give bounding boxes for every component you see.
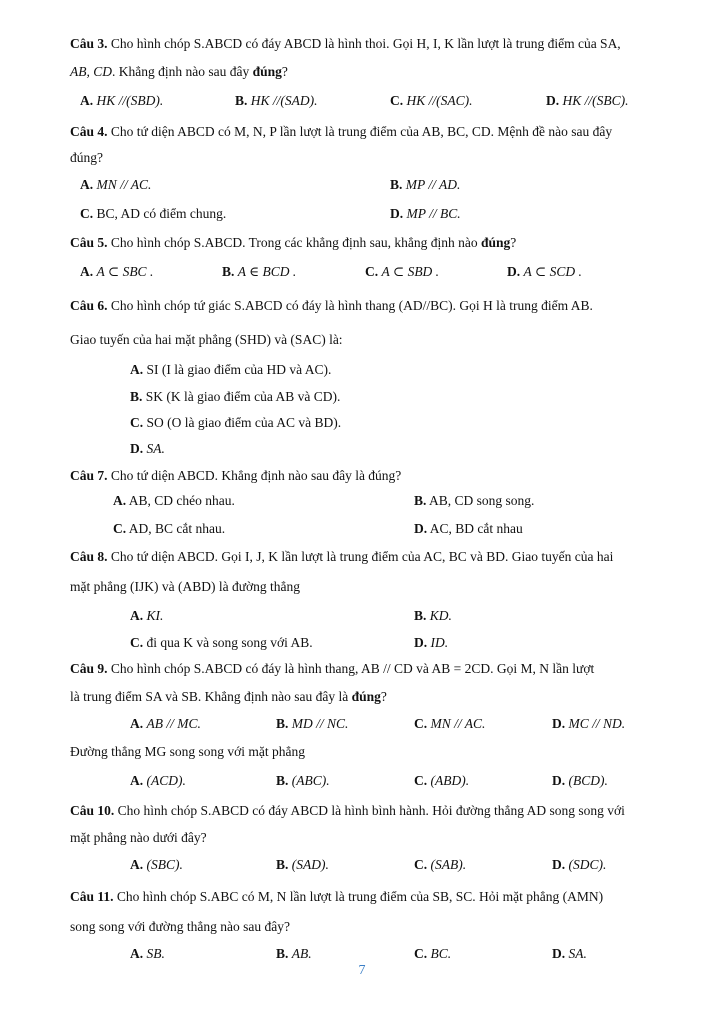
q10-text-1: Cho hình chóp S.ABCD có đáy ABCD là hình bình hành. Hỏi đường thẳng AD song song với: [114, 803, 625, 818]
q7-option-c-text: AD, BC cắt nhau.: [128, 521, 226, 536]
q5-option-b: [222, 263, 296, 281]
q5-option-d-label: D.: [507, 264, 521, 279]
q8-text-1: Cho tứ diện ABCD. Gọi I, J, K lần lượt là trung điểm của AC, BC và BD. Giao tuyến của hai: [107, 549, 614, 564]
q8-label: Câu 8.: [70, 549, 108, 564]
q9-extra-option-a-label: A.: [130, 773, 144, 788]
q5-option-d: [507, 263, 582, 281]
q11-option-d: [552, 945, 587, 963]
q9-option-b-text: MD // NC.: [291, 716, 349, 731]
q10-option-b-text: (SAD).: [291, 857, 329, 872]
q3-option-b: [235, 92, 318, 110]
q11-option-b: [276, 945, 312, 963]
q6-text-1: Cho hình chóp tứ giác S.ABCD có đáy là hình thang (AD//BC). Gọi H là trung điểm AB.: [107, 298, 593, 313]
q9-extra-option-a-text: (ACD).: [146, 773, 186, 788]
q9-label: Câu 9.: [70, 661, 108, 676]
q10-option-a-text: (SBC).: [146, 857, 183, 872]
q5-text-pre: Cho hình chóp S.ABCD. Trong các khẳng định sau, khẳng định nào: [107, 235, 482, 250]
q10-option-c: [414, 856, 466, 874]
q7-option-a-text: AB, CD chéo nhau.: [128, 493, 235, 508]
q9-extra-option-c-text: (ABD).: [430, 773, 470, 788]
q3-text-2-end: ?: [281, 64, 288, 79]
q3-label: Câu 3.: [70, 36, 108, 51]
q3-text-2-bold: đúng: [252, 64, 282, 79]
q8-option-c-label: C.: [130, 635, 144, 650]
q8-option-a-label: A.: [130, 608, 144, 623]
q6-text-2: Giao tuyến của hai mặt phẳng (SHD) và (SAC) là:: [70, 332, 343, 347]
q9-extra-text: Đường thẳng MG song song với mặt phẳng: [70, 744, 305, 759]
q6-option-b-label: B.: [130, 389, 143, 404]
q10-line-2: [70, 829, 207, 847]
q4-option-c: [80, 205, 226, 223]
q10-option-b-label: B.: [276, 857, 289, 872]
q9-text-1: Cho hình chóp S.ABCD có đáy là hình thang, AB // CD và AB = 2CD. Gọi M, N lần lượt: [107, 661, 595, 676]
q7-option-a-label: A.: [113, 493, 127, 508]
q3-option-d: [546, 92, 629, 110]
q3-text-2-mid: . Khẳng định nào sau đây: [112, 64, 253, 79]
q10-option-a: [130, 856, 183, 874]
q9-option-a-text: AB // MC.: [146, 716, 201, 731]
q11-option-c: [414, 945, 451, 963]
q9-option-c-label: C.: [414, 716, 428, 731]
q7-option-d-text: AC, BD cắt nhau: [429, 521, 523, 536]
q3-text-2-pre: AB, CD: [70, 64, 112, 79]
q3-option-c-label: C.: [390, 93, 404, 108]
q8-option-b-text: KD.: [429, 608, 452, 623]
q11-line-1: [70, 888, 603, 906]
q3-option-d-label: D.: [546, 93, 560, 108]
q10-option-d-text: (SDC).: [568, 857, 607, 872]
q6-option-a-label: A.: [130, 362, 144, 377]
q4-option-b: [390, 176, 460, 194]
q11-option-b-text: AB.: [291, 946, 312, 961]
q5-text-bold: đúng: [481, 235, 511, 250]
q9-option-c: [414, 715, 485, 733]
q5-text-end: ?: [510, 235, 517, 250]
q9-option-c-text: MN // AC.: [430, 716, 486, 731]
q9-extra-option-c: [414, 772, 469, 790]
q8-line-1: [70, 548, 613, 566]
q3-option-a-label: A.: [80, 93, 94, 108]
q4-option-d-text: MP // BC.: [406, 206, 461, 221]
q5-option-a: [80, 263, 153, 281]
q6-option-d-text: SA.: [146, 441, 165, 456]
q4-text-2: đúng?: [70, 150, 103, 165]
q5-line-1: [70, 234, 516, 252]
q7-option-a: [113, 492, 235, 510]
q6-option-d: [130, 440, 165, 458]
q6-option-a-text: SI (I là giao điểm của HD và AC).: [146, 362, 332, 377]
q9-extra-option-a: [130, 772, 186, 790]
q4-option-a-label: A.: [80, 177, 94, 192]
q9-option-a: [130, 715, 201, 733]
q11-label: Câu 11.: [70, 889, 114, 904]
q11-option-d-text: SA.: [568, 946, 587, 961]
q8-option-d: [414, 634, 448, 652]
q8-option-c: [130, 634, 313, 652]
q4-line-2: [70, 149, 103, 167]
q7-label: Câu 7.: [70, 468, 108, 483]
q11-text-2: song song với đường thẳng nào sau đây?: [70, 919, 290, 934]
q10-option-b: [276, 856, 329, 874]
q10-option-c-label: C.: [414, 857, 428, 872]
q6-option-b: [130, 388, 340, 406]
q9-option-b: [276, 715, 348, 733]
q4-text-1: Cho tứ diện ABCD có M, N, P lần lượt là trung điểm của AB, BC, CD. Mệnh đề nào sau đây: [107, 124, 613, 139]
q7-option-c-label: C.: [113, 521, 127, 536]
q9-extra-option-d-text: (BCD).: [568, 773, 608, 788]
q4-option-b-text: MP // AD.: [405, 177, 461, 192]
q11-text-1: Cho hình chóp S.ABC có M, N lần lượt là trung điểm của SB, SC. Hỏi mặt phẳng (AMN): [113, 889, 604, 904]
q8-option-d-label: D.: [414, 635, 428, 650]
q4-option-a-text: MN // AC.: [96, 177, 152, 192]
q8-option-a: [130, 607, 163, 625]
q7-option-c: [113, 520, 225, 538]
q9-extra-option-c-label: C.: [414, 773, 428, 788]
q9-option-d-label: D.: [552, 716, 566, 731]
q3-option-a-text: HK //(SBD).: [96, 93, 164, 108]
q6-option-c-text: SO (O là giao điểm của AC và BD).: [146, 415, 342, 430]
q10-option-a-label: A.: [130, 857, 144, 872]
q9-option-b-label: B.: [276, 716, 289, 731]
q3-option-d-text: HK //(SBC).: [562, 93, 629, 108]
q9-text-2-bold: đúng: [351, 689, 381, 704]
q3-option-c: [390, 92, 473, 110]
q4-option-c-label: C.: [80, 206, 94, 221]
q9-line-1: [70, 660, 594, 678]
q4-label: Câu 4.: [70, 124, 108, 139]
q7-option-d-label: D.: [414, 521, 428, 536]
q9-extra-option-b-label: B.: [276, 773, 289, 788]
q9-text-2-end: ?: [380, 689, 387, 704]
q3-line-1: [70, 35, 621, 53]
q11-option-a-label: A.: [130, 946, 144, 961]
q9-option-a-label: A.: [130, 716, 144, 731]
q5-option-b-label: B.: [222, 264, 235, 279]
q7-option-b-label: B.: [414, 493, 427, 508]
q9-option-d-text: MC // ND.: [568, 716, 626, 731]
q5-option-a-text: A ⊂ SBC .: [96, 264, 154, 279]
q4-line-1: [70, 123, 612, 141]
q9-option-d: [552, 715, 625, 733]
q3-option-c-text: HK //(SAC).: [406, 93, 473, 108]
q11-option-a: [130, 945, 165, 963]
q11-option-c-label: C.: [414, 946, 428, 961]
q5-option-d-text: A ⊂ SCD .: [523, 264, 582, 279]
q9-text-2-pre: là trung điểm SA và SB. Khẳng định nào sau đây là: [70, 689, 352, 704]
q5-option-a-label: A.: [80, 264, 94, 279]
q5-label: Câu 5.: [70, 235, 108, 250]
q3-option-a: [80, 92, 163, 110]
q6-option-d-label: D.: [130, 441, 144, 456]
q6-option-b-text: SK (K là giao điểm của AB và CD).: [145, 389, 341, 404]
q3-option-b-label: B.: [235, 93, 248, 108]
q6-option-c-label: C.: [130, 415, 144, 430]
q3-line-2: [70, 63, 288, 81]
q10-option-c-text: (SAB).: [430, 857, 467, 872]
q6-option-c: [130, 414, 341, 432]
q8-option-c-text: đi qua K và song song với AB.: [146, 635, 313, 650]
q9-extra-option-b-text: (ABC).: [291, 773, 330, 788]
q7-line-1: [70, 467, 401, 485]
q5-option-c-text: A ⊂ SBD .: [381, 264, 440, 279]
q10-option-d: [552, 856, 606, 874]
q5-option-c-label: C.: [365, 264, 379, 279]
q7-option-b-text: AB, CD song song.: [429, 493, 535, 508]
q7-option-d: [414, 520, 523, 538]
q4-option-d-label: D.: [390, 206, 404, 221]
q7-text-1: Cho tứ diện ABCD. Khẳng định nào sau đây là đúng?: [107, 468, 402, 483]
q4-option-d: [390, 205, 461, 223]
q5-option-c: [365, 263, 439, 281]
q11-option-b-label: B.: [276, 946, 289, 961]
q9-line-2: [70, 688, 387, 706]
q3-option-b-text: HK //(SAD).: [250, 93, 318, 108]
q8-text-2: mặt phẳng (IJK) và (ABD) là đường thẳng: [70, 579, 301, 594]
q6-label: Câu 6.: [70, 298, 108, 313]
page-number: 7: [358, 963, 366, 978]
q10-text-2: mặt phẳng nào dưới đây?: [70, 830, 207, 845]
q11-line-2: [70, 918, 290, 936]
q8-option-b: [414, 607, 452, 625]
q6-option-a: [130, 361, 331, 379]
q6-line-1: [70, 297, 593, 315]
q4-option-b-label: B.: [390, 177, 403, 192]
q8-option-b-label: B.: [414, 608, 427, 623]
q10-line-1: [70, 802, 625, 820]
q8-option-d-text: ID.: [430, 635, 449, 650]
q8-line-2: [70, 578, 300, 596]
q4-option-c-text: BC, AD có điểm chung.: [96, 206, 227, 221]
q10-option-d-label: D.: [552, 857, 566, 872]
q8-option-a-text: KI.: [146, 608, 164, 623]
q9-extra-option-b: [276, 772, 330, 790]
q11-option-c-text: BC.: [430, 946, 452, 961]
q4-option-a: [80, 176, 151, 194]
q9-extra-option-d: [552, 772, 608, 790]
q11-option-d-label: D.: [552, 946, 566, 961]
q6-line-2: [70, 331, 343, 349]
q9-extra-option-d-label: D.: [552, 773, 566, 788]
q7-option-b: [414, 492, 534, 510]
q3-text-1: Cho hình chóp S.ABCD có đáy ABCD là hình thoi. Gọi H, I, K lần lượt là trung điểm của SA,: [107, 36, 621, 51]
q11-option-a-text: SB.: [146, 946, 165, 961]
q5-option-b-text: A ∈ BCD .: [237, 264, 297, 279]
q9-extra-line: [70, 743, 305, 761]
q10-label: Câu 10.: [70, 803, 115, 818]
